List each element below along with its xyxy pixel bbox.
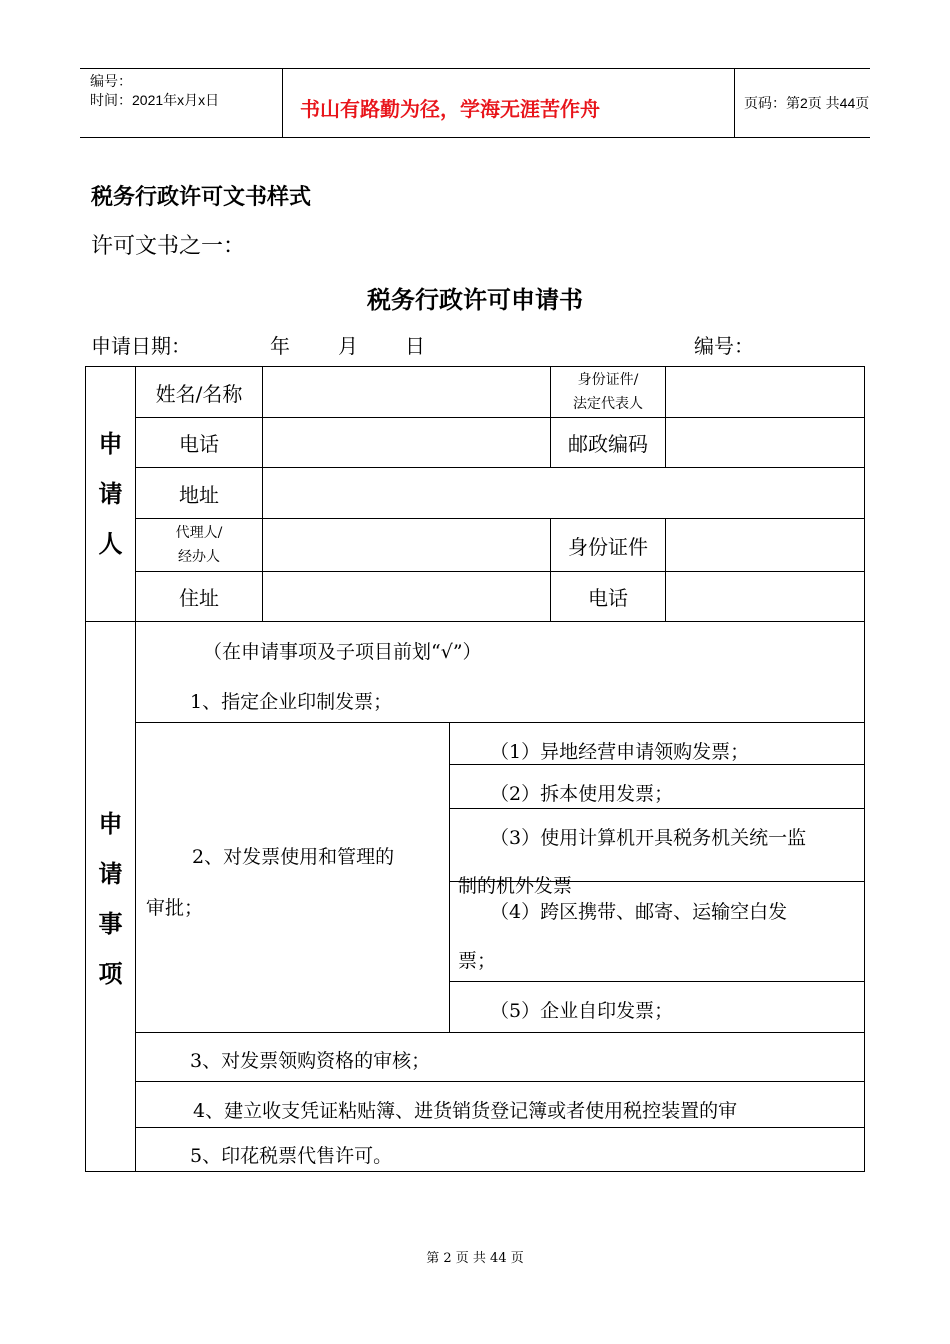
matter-item-5[interactable]: 5、印花税票代售许可。 [190,1145,393,1167]
agent-phone-field[interactable] [666,572,864,621]
phone-field[interactable] [263,418,550,467]
matters-section-label [86,622,135,1171]
instruction-text: （在申请事项及子项目前划“√”） [203,641,482,663]
applicant-section-label [86,367,135,621]
id-field[interactable] [666,367,864,417]
agent-label-line1: 代理人/ [175,525,223,541]
matter-item-3[interactable]: 3、对发票领购资格的审核； [190,1050,431,1072]
form-title: 税务行政许可申请书 [367,286,583,314]
year-label: 年 [270,334,290,358]
agent-id-field[interactable] [666,519,864,571]
id-label-line2: 法定代表人 [573,396,643,412]
matters-char-1: 申 [98,809,123,838]
matters-char-3: 事 [98,909,123,938]
agent-phone-label: 电话 [588,586,628,610]
agent-id-label: 身份证件 [568,534,648,559]
agent-field[interactable] [263,519,550,571]
residence-field[interactable] [263,572,550,621]
postal-field[interactable] [666,418,864,467]
matter-item-1[interactable]: 1、指定企业印制发票； [190,691,393,713]
doc-heading: 税务行政许可文书样式 [91,185,312,210]
agent-label-line2: 经办人 [178,549,220,565]
name-field[interactable] [263,367,550,417]
sub-item-1[interactable]: （1）异地经营申请领购发票； [490,741,750,763]
id-label [551,367,665,417]
matters-char-4: 项 [98,959,123,988]
matters-char-2: 请 [98,859,123,888]
sub-item-2[interactable]: （2）拆本使用发票； [490,783,674,805]
applicant-char-1: 申 [98,429,123,458]
agent-label [136,519,262,571]
month-label: 月 [338,334,358,358]
sub-item-3-line1[interactable]: （3）使用计算机开具税务机关统一监 [490,827,807,849]
address-label: 地址 [179,482,219,507]
motto-text: 书山有路勤为径，学海无涯苦作舟 [300,97,600,121]
sub-item-5[interactable]: （5）企业自印发票； [490,1000,674,1022]
postal-label: 邮政编码 [568,432,648,456]
sub-item-3-line2: 制的机外发票 [458,875,573,897]
address-field[interactable] [263,468,864,518]
serial-label: 编号： [694,334,754,358]
applicant-char-3: 人 [98,529,123,558]
page-footer: 第 2 页 共 44 页 [426,1251,524,1266]
sub-item-4-line1[interactable]: （4）跨区携带、邮寄、运输空白发 [490,901,788,923]
matter-item-4[interactable]: 4、建立收支凭证粘贴簿、进货销货登记簿或者使用税控装置的审 [193,1100,738,1122]
day-label: 日 [405,334,425,358]
id-label-line1: 身份证件/ [577,372,639,388]
doc-subheading: 许可文书之一： [91,234,246,259]
sub-item-3-cell [450,809,864,897]
sub-item-4-line2: 票； [458,950,497,972]
number-label: 编号： [90,73,132,89]
date-label: 申请日期： [91,334,191,358]
name-label: 姓名/名称 [155,381,243,406]
matter-item-2-line2: 审批； [146,897,204,919]
page-info: 页码：第2页 共44页 [744,95,870,111]
matter-item-2-line1[interactable]: 2、对发票使用和管理的 [192,846,395,868]
matter-item-4-cell [136,1082,864,1127]
applicant-char-2: 请 [98,479,123,508]
time-label: 时间：2021年x月x日 [90,92,220,108]
residence-label: 住址 [179,586,219,610]
phone-label: 电话 [179,432,219,456]
